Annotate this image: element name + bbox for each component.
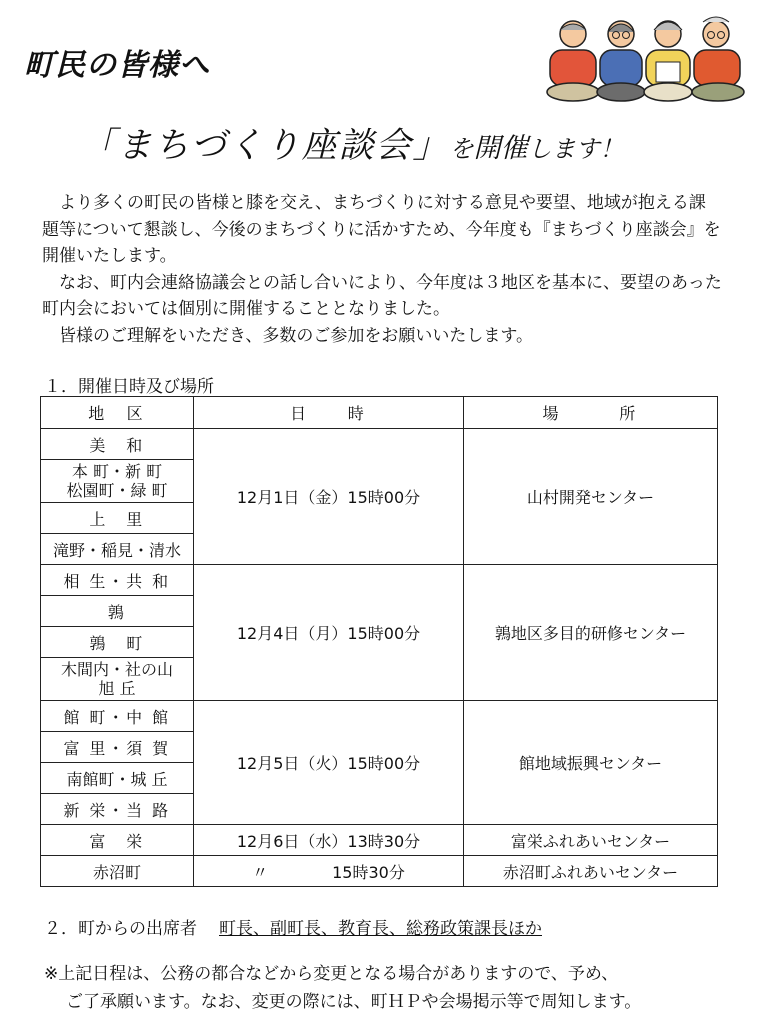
schedule-change-note xyxy=(44,960,734,1016)
person-illustration-4 xyxy=(692,17,744,101)
area-cell: 富 栄 xyxy=(41,825,194,856)
area-cell: 赤沼町 xyxy=(41,856,194,887)
area-cell: 相 生・共 和 xyxy=(41,565,194,596)
table-row xyxy=(41,429,718,460)
area-cell: 鶉 町 xyxy=(41,627,194,658)
table-row xyxy=(41,856,718,887)
elderly-group-illustration xyxy=(546,12,748,104)
main-title-suffix: します！ xyxy=(527,135,624,163)
datetime-cell: 12月4日（月）15時00分 xyxy=(194,565,464,701)
place-cell: 赤沼町ふれあいセンター xyxy=(464,856,718,887)
area-cell: 上 里 xyxy=(41,503,194,534)
main-title-kaisai: 開催 xyxy=(473,133,528,164)
main-title-event-name: 「まちづくり座談会」 xyxy=(80,126,450,166)
place-cell: 山村開発センター xyxy=(464,429,718,565)
person-illustration-1 xyxy=(547,21,599,101)
main-title xyxy=(80,118,720,168)
area-cell: 富 里・須 賀 xyxy=(41,732,194,763)
person-illustration-2 xyxy=(597,21,645,101)
attendees-section xyxy=(44,914,542,939)
intro-paragraph-3: 皆様のご理解をいただき、多数のご参加をお願いいたします。 xyxy=(59,325,533,346)
area-cell: 南館町・城 丘 xyxy=(41,763,194,794)
area-cell: 鶉 xyxy=(41,596,194,627)
schedule-table xyxy=(40,396,718,887)
area-cell: 新 栄・当 路 xyxy=(41,794,194,825)
place-cell: 館地域振興センター xyxy=(464,701,718,825)
table-header-row xyxy=(41,397,718,429)
area-cell: 木間内・社の山 旭 丘 xyxy=(41,658,194,701)
attendees-value: 町長、副町長、教育長、総務政策課長ほか xyxy=(219,919,542,939)
datetime-cell: 12月6日（水）13時30分 xyxy=(194,825,464,856)
area-cell: 館 町・中 館 xyxy=(41,701,194,732)
note-line-2: ご了承願います。なお、変更の際には、町ＨＰや会場掲示等で周知します。 xyxy=(66,992,642,1012)
place-cell: 富栄ふれあいセンター xyxy=(464,825,718,856)
page-header-title: 町民の皆様へ xyxy=(24,48,210,83)
datetime-cell: 12月1日（金）15時00分 xyxy=(194,429,464,565)
note-line-1: ※上記日程は、公務の都合などから変更となる場合がありますので、予め、 xyxy=(44,964,619,984)
attendees-label: ２．町からの出席者 xyxy=(44,919,197,939)
area-cell: 美 和 xyxy=(41,429,194,460)
main-title-particle: を xyxy=(449,135,474,163)
area-cell: 滝野・稲見・清水 xyxy=(41,534,194,565)
header-place: 場 所 xyxy=(464,397,718,429)
schedule-heading: １．開催日時及び場所 xyxy=(44,377,214,397)
table-row xyxy=(41,701,718,732)
intro-paragraph-1: より多くの町民の皆様と膝を交え、まちづくりに対する意見や要望、地域が抱える課題等について懇談し、今後のまちづくりに活かすため、今年度も『まちづくり座談会』を開催いたします。 xyxy=(42,193,721,266)
intro-paragraph-2: なお、町内会連絡協議会との話し合いにより、今年度は３地区を基本に、要望のあった町内会においては個別に開催することとなりました。 xyxy=(42,272,722,319)
datetime-cell: 〃 15時30分 xyxy=(194,856,464,887)
intro-text xyxy=(42,190,722,349)
person-illustration-3 xyxy=(644,21,692,101)
area-cell: 本 町・新 町 松園町・緑 町 xyxy=(41,460,194,503)
header-datetime: 日 時 xyxy=(194,397,464,429)
table-row xyxy=(41,565,718,596)
datetime-cell: 12月5日（火）15時00分 xyxy=(194,701,464,825)
place-cell: 鶉地区多目的研修センター xyxy=(464,565,718,701)
header-area: 地 区 xyxy=(41,397,194,429)
table-row xyxy=(41,825,718,856)
